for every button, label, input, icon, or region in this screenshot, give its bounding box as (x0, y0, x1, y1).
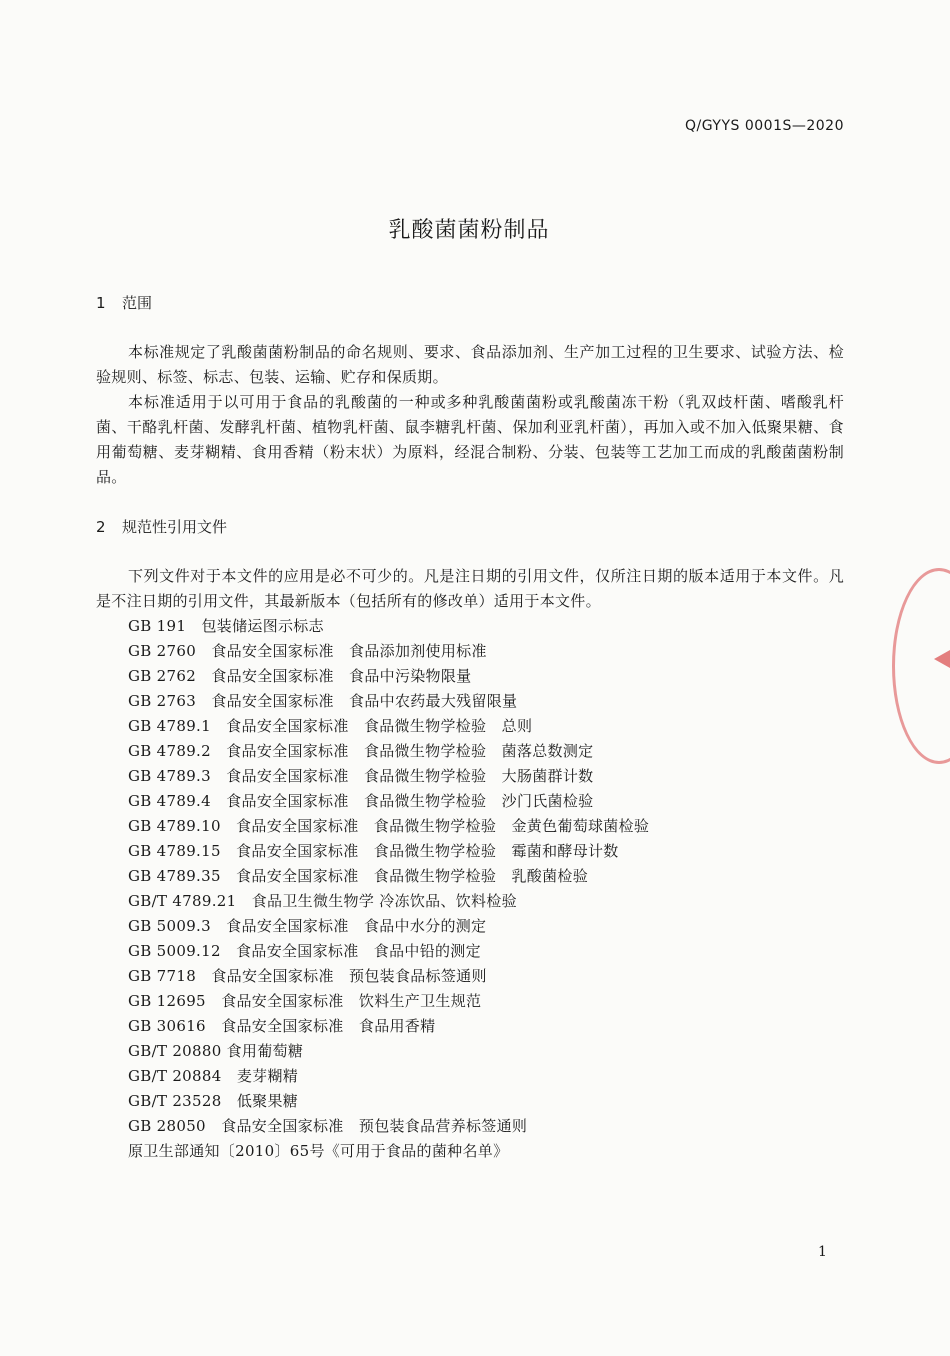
reference-item: GB/T 20880 食用葡萄糖 (128, 1042, 304, 1060)
reference-item: GB 5009.12 食品安全国家标准 食品中铅的测定 (128, 942, 481, 960)
reference-item: GB 12695 食品安全国家标准 饮料生产卫生规范 (128, 992, 482, 1010)
reference-item: GB 4789.15 食品安全国家标准 食品微生物学检验 霉菌和酵母计数 (128, 842, 619, 860)
section-2-number: 2 (96, 518, 106, 536)
reference-item: 原卫生部通知〔2010〕65号《可用于食品的菌种名单》 (128, 1142, 509, 1160)
reference-item: GB/T 20884 麦芽糊精 (128, 1067, 299, 1085)
page-number: 1 (818, 1244, 827, 1260)
section-1-number: 1 (96, 294, 106, 312)
section-1-paragraph: 本标准规定了乳酸菌菌粉制品的命名规则、要求、食品添加剂、生产加工过程的卫生要求、试验方法、检验规则、标签、标志、包装、运输、贮存和保质期。 (96, 343, 844, 386)
reference-list (128, 614, 649, 1164)
document-title: 乳酸菌菌粉制品 (388, 218, 550, 243)
reference-item: GB 2760 食品安全国家标准 食品添加剂使用标准 (128, 642, 487, 660)
reference-item: GB/T 4789.21 食品卫生微生物学 冷冻饮品、饮料检验 (128, 892, 517, 910)
section-2-title: 规范性引用文件 (122, 518, 228, 536)
reference-item: GB 191 包装储运图示标志 (128, 617, 324, 635)
reference-item: GB 4789.1 食品安全国家标准 食品微生物学检验 总则 (128, 717, 533, 735)
reference-item: GB 4789.4 食品安全国家标准 食品微生物学检验 沙门氏菌检验 (128, 792, 594, 810)
section-2-heading (96, 516, 227, 537)
reference-item: GB 4789.3 食品安全国家标准 食品微生物学检验 大肠菌群计数 (128, 767, 594, 785)
reference-item: GB 4789.10 食品安全国家标准 食品微生物学检验 金黄色葡萄球菌检验 (128, 817, 650, 835)
reference-item: GB 7718 食品安全国家标准 预包装食品标签通则 (128, 967, 487, 985)
reference-item: GB/T 23528 低聚果糖 (128, 1092, 299, 1110)
reference-item: GB 5009.3 食品安全国家标准 食品中水分的测定 (128, 917, 487, 935)
reference-item: GB 4789.35 食品安全国家标准 食品微生物学检验 乳酸菌检验 (128, 867, 589, 885)
section-1-title: 范围 (122, 294, 153, 312)
section-2-intro: 下列文件对于本文件的应用是必不可少的。凡是注日期的引用文件，仅所注日期的版本适用于本文件。凡是不注日期的引用文件，其最新版本（包括所有的修改单）适用于本文件。 (96, 567, 844, 610)
document-code: Q/GYYS 0001S—2020 (685, 118, 844, 134)
reference-item: GB 2763 食品安全国家标准 食品中农药最大残留限量 (128, 692, 518, 710)
seal-triangle-mark (934, 650, 950, 668)
reference-item: GB 28050 食品安全国家标准 预包装食品营养标签通则 (128, 1117, 528, 1135)
reference-item: GB 4789.2 食品安全国家标准 食品微生物学检验 菌落总数测定 (128, 742, 594, 760)
reference-item: GB 30616 食品安全国家标准 食品用香精 (128, 1017, 436, 1035)
section-1-paragraph: 本标准适用于以可用于食品的乳酸菌的一种或多种乳酸菌菌粉或乳酸菌冻干粉（乳双歧杆菌、嗜酸乳杆菌、干酪乳杆菌、发酵乳杆菌、植物乳杆菌、鼠李糖乳杆菌、保加利亚乳杆菌），再加入或不加入低聚果糖、食用葡萄糖、麦芽糊精、食用香精（粉末状）为原料，经混合制粉、分装、包装等工艺加工而成的乳酸菌菌粉制品。 (96, 393, 844, 486)
reference-item: GB 2762 食品安全国家标准 食品中污染物限量 (128, 667, 472, 685)
section-1-heading (96, 292, 152, 313)
